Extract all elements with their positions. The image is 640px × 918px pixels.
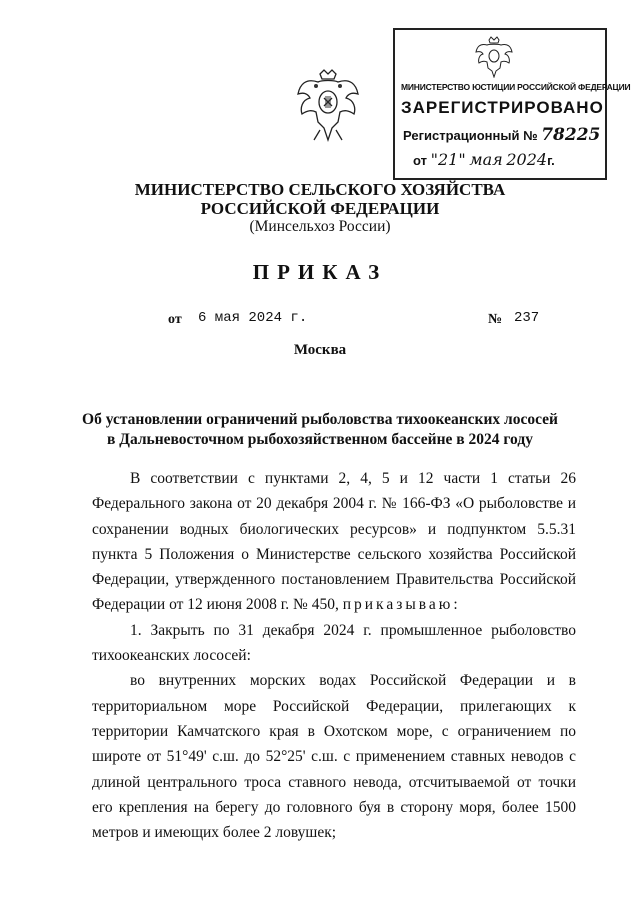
stamp-date-year: 2024 bbox=[506, 150, 548, 169]
stamp-date-prefix: от bbox=[413, 153, 427, 168]
date-label: от bbox=[168, 312, 182, 327]
document-type: ПРИКАЗ bbox=[252, 260, 388, 284]
number-label: № bbox=[488, 312, 503, 327]
order-word: приказываю: bbox=[342, 596, 461, 614]
stamp-date-day: "21" bbox=[430, 150, 466, 169]
document-body bbox=[92, 466, 576, 845]
coat-of-arms-icon bbox=[296, 68, 360, 146]
stamp-date-suffix: г. bbox=[547, 153, 555, 168]
stamp-registration-number bbox=[403, 125, 599, 145]
stamp-date-month: мая bbox=[469, 150, 503, 169]
document-city: Москва bbox=[293, 342, 347, 358]
subject-line2: в Дальневосточном рыбохозяйственном бассейне в 2024 году bbox=[107, 431, 533, 448]
stamp-registered: ЗАРЕГИСТРИРОВАНО bbox=[401, 98, 604, 117]
paragraph-item-1-area: во внутренних морских водах Российской Федерации и в территориальном море Российской Федерации, прилегающих к территории Камчатского края в Охотском море, с ограничением по широте от 51°49' с.ш. до 52°25' с.ш. с применением ставных неводов с длиной центрального троса ставного невода, отсчитываемой от точки его крепления на берегу до головного буя в сторону моря, более 1500 метров и имеющих более 2 ловушек; bbox=[92, 672, 576, 842]
document-date: 6 мая 2024 г. bbox=[198, 310, 308, 326]
stamp-emblem-icon bbox=[475, 36, 513, 78]
subject-line1: Об установлении ограничений рыболовства тихоокеанских лососей bbox=[82, 411, 558, 428]
registration-stamp bbox=[393, 28, 631, 180]
ministry-name bbox=[120, 180, 520, 218]
ministry-name-line1: МИНИСТЕРСТВО СЕЛЬСКОГО ХОЗЯЙСТВА bbox=[134, 180, 506, 199]
stamp-ministry: МИНИСТЕРСТВО ЮСТИЦИИ РОССИЙСКОЙ ФЕДЕРАЦИИ bbox=[401, 82, 631, 92]
stamp-date bbox=[413, 150, 599, 169]
ministry-name-line2: РОССИЙСКОЙ ФЕДЕРАЦИИ bbox=[200, 199, 440, 218]
paragraph-item-1: 1. Закрыть по 31 декабря 2024 г. промышленное рыболовство тихоокеанских лососей: bbox=[92, 621, 576, 665]
preamble-text: В соответствии с пунктами 2, 4, 5 и 12 части 1 статьи 26 Федерального закона от 20 декабря 2004 г. № 166-ФЗ «О рыболовстве и сохранении водных биологических ресурсов» и подпунктом 5.5.31 пункта 5 Положения о Министерстве сельского хозяйства Российской Федерации, утвержденного постановлением Правительства Российской Федерации от 12 июня 2008 г. № 450, bbox=[92, 470, 576, 614]
ministry-short-name: (Минсельхоз России) bbox=[249, 218, 391, 235]
stamp-reg-number: 78225 bbox=[541, 125, 601, 145]
paragraph-preamble bbox=[92, 466, 576, 618]
stamp-reg-label: Регистрационный № bbox=[403, 128, 538, 143]
document-number: 237 bbox=[514, 310, 540, 326]
document-subject bbox=[60, 410, 580, 450]
